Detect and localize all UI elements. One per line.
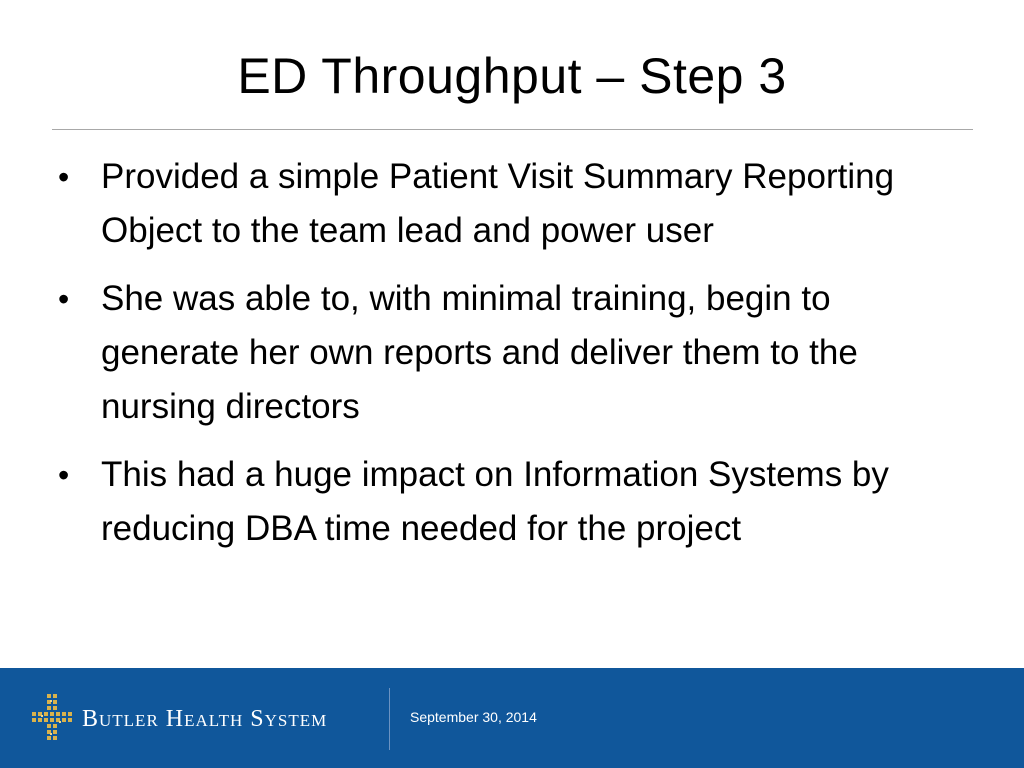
bullet-item xyxy=(55,272,960,434)
footer-divider xyxy=(389,688,390,750)
bullet-marker: • xyxy=(58,159,70,195)
slide-title: ED Throughput – Step 3 xyxy=(237,48,787,104)
bullet-item xyxy=(55,448,960,556)
bullet-text: Provided a simple Patient Visit Summary Reporting Object to the team lead and power user xyxy=(101,157,895,250)
footer-bar xyxy=(0,668,1024,768)
logo-wordmark: Butler Health System xyxy=(82,706,328,732)
bullet-text: She was able to, with minimal training, begin to generate her own reports and deliver them to the nursing directors xyxy=(101,279,858,426)
bullet-item xyxy=(55,150,960,258)
bullet-marker: • xyxy=(58,457,70,493)
footer-date: September 30, 2014 xyxy=(410,709,537,725)
butler-health-system-logo xyxy=(30,692,370,744)
title-divider xyxy=(52,129,973,130)
cross-mosaic-icon xyxy=(30,692,74,744)
bullet-list xyxy=(55,150,960,570)
bullet-marker: • xyxy=(58,281,70,317)
bullet-text: This had a huge impact on Information Systems by reducing DBA time needed for the project xyxy=(101,455,889,548)
